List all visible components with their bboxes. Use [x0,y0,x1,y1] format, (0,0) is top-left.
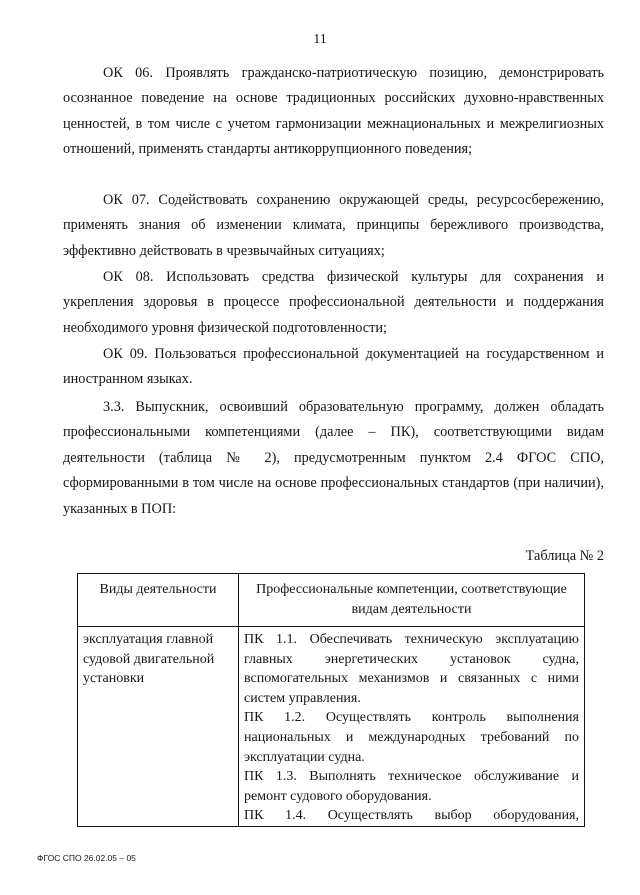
table-caption: Таблица № 2 [525,548,604,564]
paragraph-3-3: 3.3. Выпускник, освоивший образовательную программу, должен обладать профессиональными компетенциями (далее – ПК), соответствующими видам деятельности (таблица № 2), предусмотренным пунктом 2.4 ФГОС СПО, сформированными в том числе на основе профессиональных стандартов (при наличии), указанных в ПОП: [63,399,604,517]
header-activity: Виды деятельности [78,574,239,627]
paragraph-ok09: ОК 09. Пользоваться профессиональной документацией на государственном и иностранном языках. [63,346,604,388]
paragraph-ok06: ОК 06. Проявлять гражданско-патриотическую позицию, демонстрировать осознанное поведение на основе традиционных российских духовно-нравственных ценностей, в том числе с учетом гармонизации межнациональных и межрелигиозных отношений, применять стандарты антикоррупционного поведения; [63,65,604,158]
paragraph-ok08: ОК 08. Использовать средства физической культуры для сохранения и укрепления здоровья в процессе профессиональной деятельности и поддержания необходимого уровня физической подготовленности; [63,269,604,336]
competency-pk-1-1: ПК 1.1. Обеспечивать техническую эксплуатацию главных энергетических установок судна, вспомогательных механизмов и связанных с ними систем управления. [244,632,579,706]
paragraph-ok07: ОК 07. Содействовать сохранению окружающей среды, ресурсосбережению, применять знания об изменении климата, принципы бережливого производства, эффективно действовать в чрезвычайных ситуациях; [63,192,604,259]
competency-pk-1-2: ПК 1.2. Осуществлять контроль выполнения национальных и международных требований по эксплуатации судна. [244,710,579,765]
table-row [78,627,585,827]
header-competencies: Профессиональные компетенции, соответствующие видам деятельности [239,574,585,627]
footer-code: ФГОС СПО 26.02.05 – 05 [37,853,136,863]
competency-pk-1-3: ПК 1.3. Выполнять техническое обслуживание и ремонт судового оборудования. [244,769,579,804]
page-number: 11 [313,32,327,47]
competencies-table [77,573,585,827]
table-header-row [78,574,585,627]
activity-cell: эксплуатация главной судовой двигательной установки [78,627,239,827]
competencies-cell [239,627,585,827]
competency-pk-1-4: ПК 1.4. Осуществлять выбор оборудования, [244,808,579,824]
